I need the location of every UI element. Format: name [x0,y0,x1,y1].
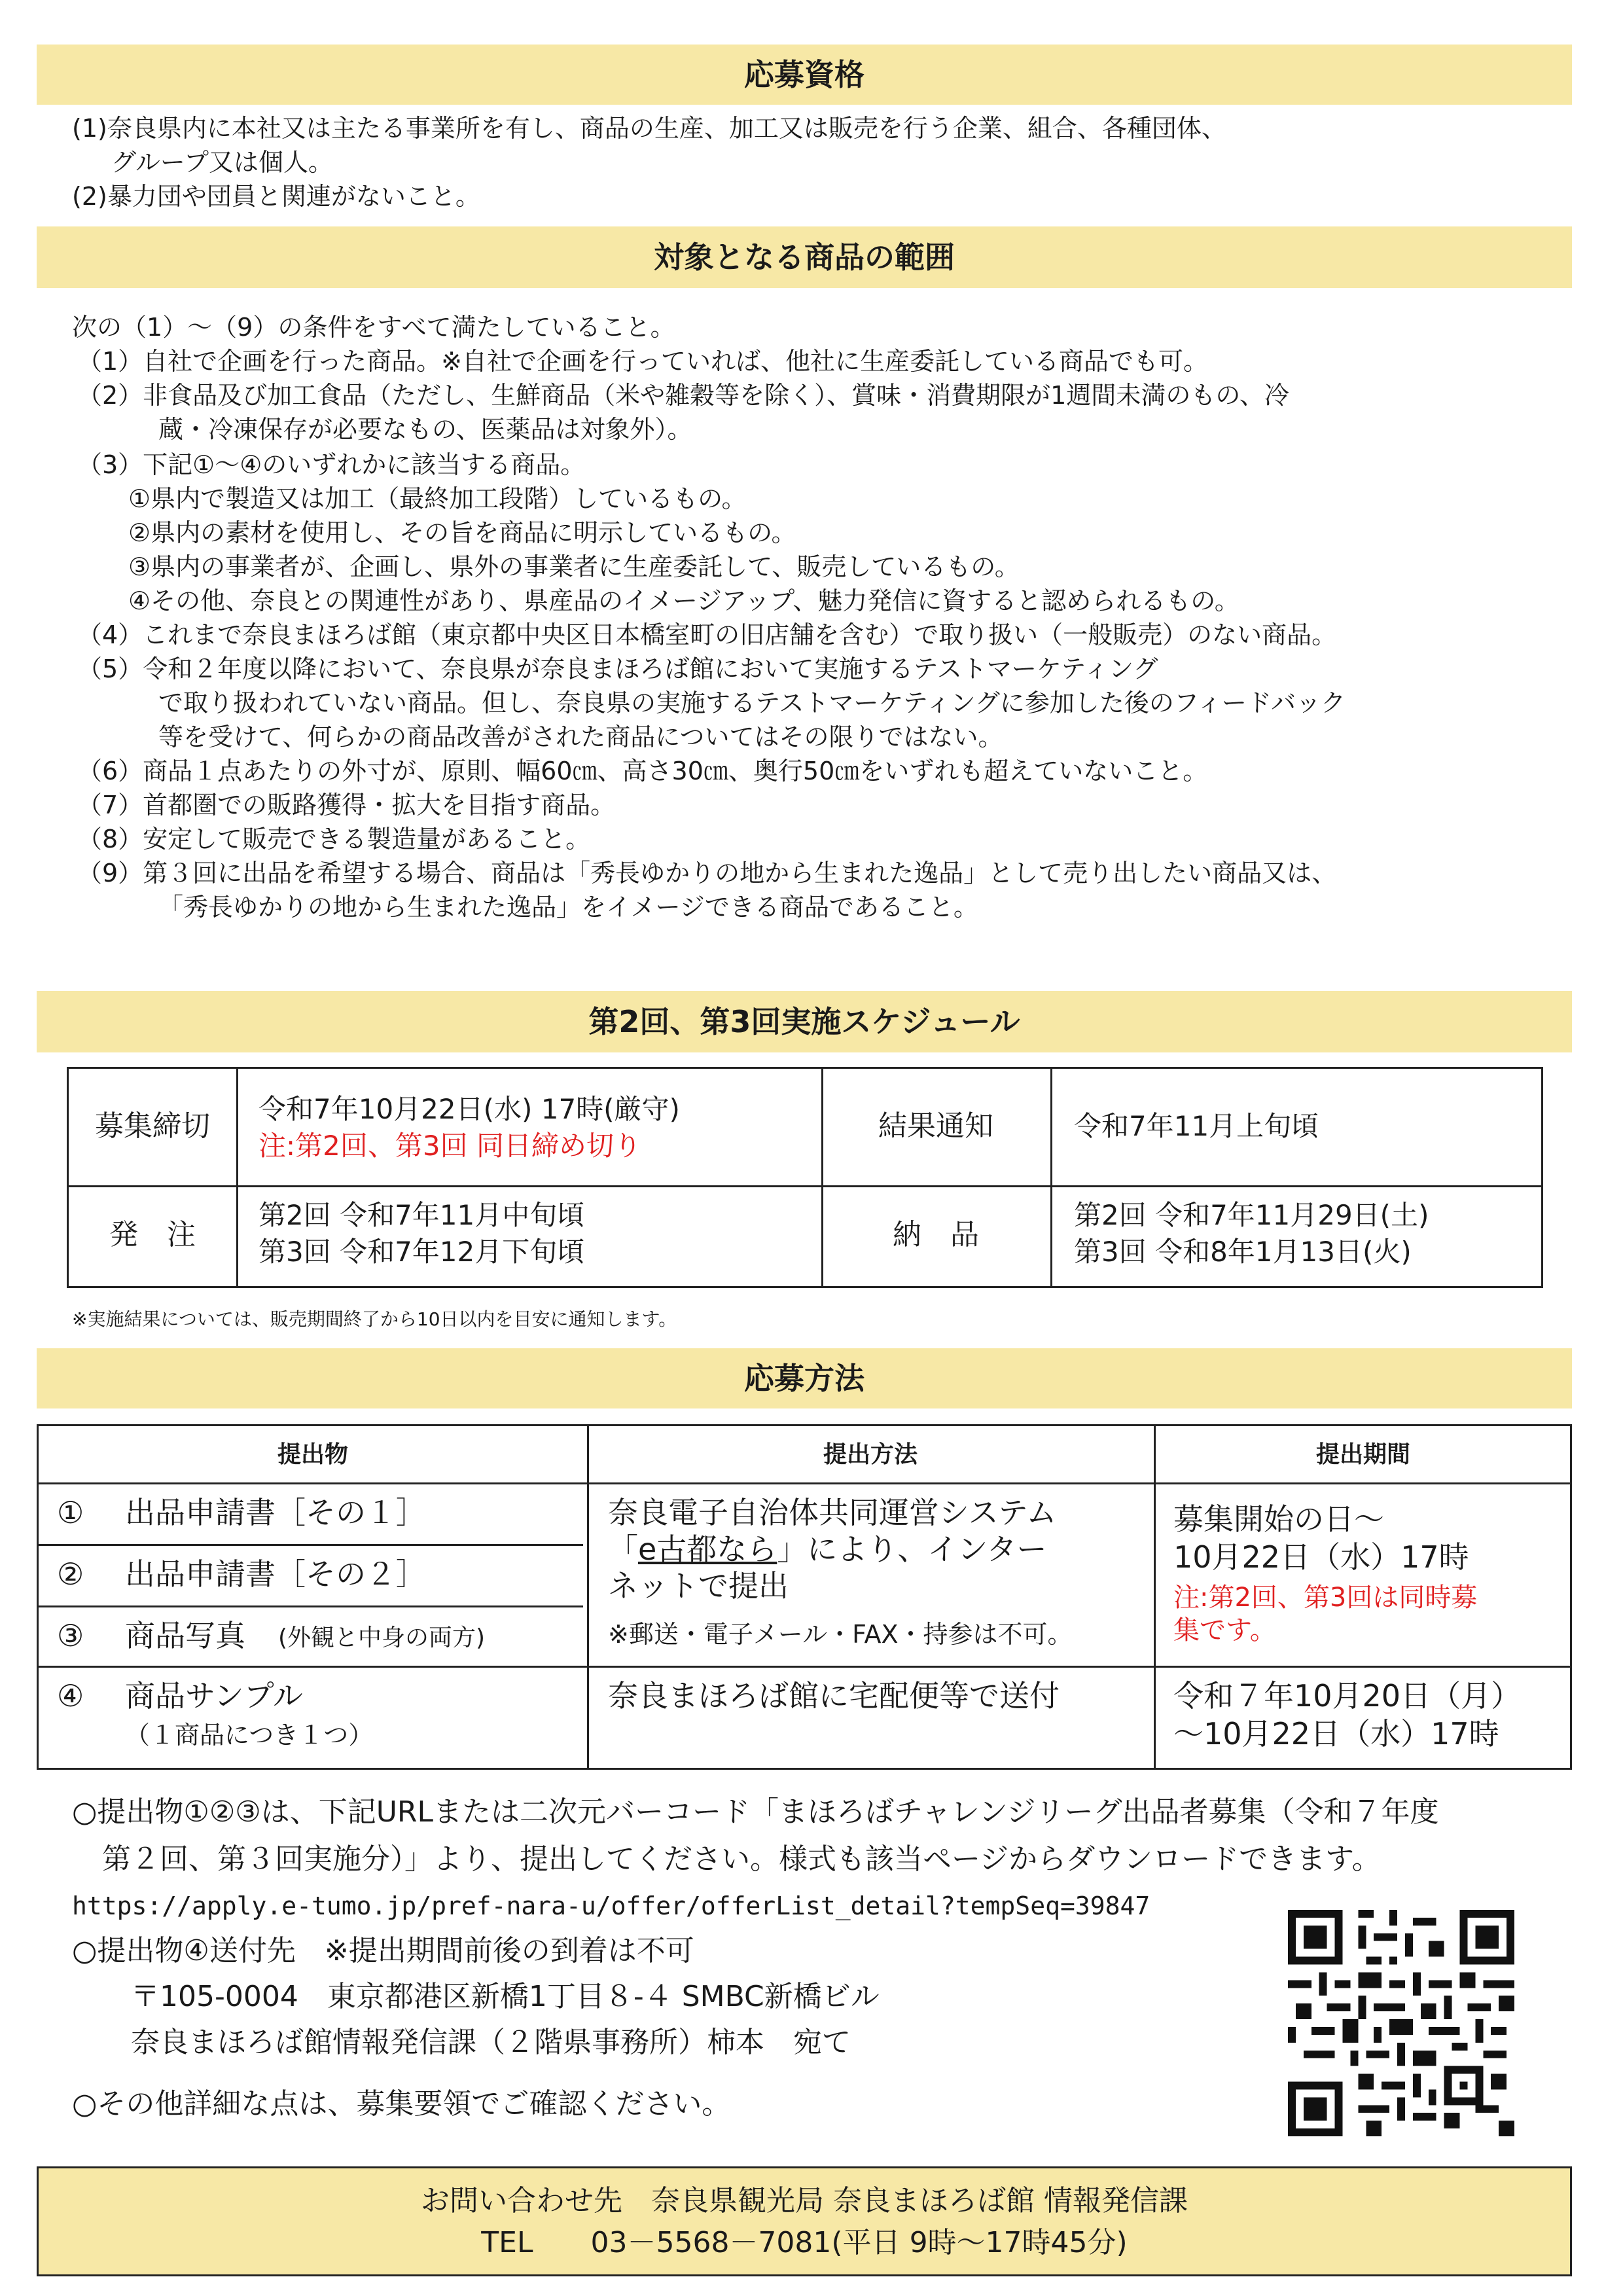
scope-line-3d: ④その他、奈良との関連性があり、県産品のイメージアップ、魅力発信に資すると認められるもの。 [128,586,1240,615]
scope-line-3: （3）下記①～④のいずれかに該当する商品。 [77,450,586,479]
item-2-label: 出品申請書［その２］ [125,1556,426,1592]
scope-line-6: （6）商品１点あたりの外寸が、原則、幅60㎝、高さ30㎝、奥行50㎝をいずれも超えていないこと。 [77,757,1208,785]
item-1-number: ① [57,1495,84,1530]
e-kotonara-link[interactable]: e古都なら [638,1532,777,1567]
item-3-sub: (外観と中身の両方) [278,1624,486,1651]
application-heading: 応募方法 [37,1348,1572,1408]
method-online-line-1: 奈良電子自治体共同運営システム [608,1495,1057,1530]
method-sample-delivery: 奈良まほろば館に宅配便等で送付 [608,1678,1060,1713]
period-docs-line-1: 募集開始の日～ [1173,1501,1384,1537]
deadline-label: 募集締切 [95,1109,210,1143]
contact-phone[interactable]: TEL 03－5568－7081(平日 9時～17時45分) [481,2226,1128,2259]
item-2-number: ② [57,1556,84,1592]
contact-box [37,2166,1572,2276]
schedule-heading: 第2回、第3回実施スケジュール [37,991,1572,1052]
qr-code-icon[interactable] [1288,1910,1514,2136]
scope-line-3a: ①県内で製造又は加工（最終加工段階）しているもの。 [128,484,747,513]
schedule-table [67,1067,1543,1288]
item-4-label: 商品サンプル [125,1678,303,1713]
send-to-address: 〒105-0004 東京都港区新橋1丁目８-４ SMBC新橋ビル [131,1980,880,2013]
result-value: 令和7年11月上旬頃 [1074,1110,1319,1142]
scope-line-intro: 次の（1）～（9）の条件をすべて満たしていること。 [72,313,675,342]
eligibility-heading: 応募資格 [37,45,1572,105]
scope-line-9b: 「秀長ゆかりの地から生まれた逸品」をイメージできる商品であること。 [158,893,978,922]
scope-heading: 対象となる商品の範囲 [37,226,1572,288]
item-3-number: ③ [57,1618,84,1653]
send-to-heading: ○提出物④送付先 ※提出期間前後の到着は不可 [72,1934,694,1967]
delivery-line-2: 第3回 令和8年1月13日(火) [1074,1236,1412,1268]
scope-line-2b: 蔵・冷凍保存が必要なもの、医薬品は対象外）。 [158,415,692,444]
scope-line-5b: で取り扱われていない商品。但し、奈良県の実施するテストマーケティングに参加した後のフィードバック [158,689,1346,717]
application-table [37,1424,1572,1770]
col-header-method: 提出方法 [823,1441,918,1468]
period-sample-line-1: 令和７年10月20日（月） [1173,1678,1522,1713]
method-online-line-3: ネットで提出 [608,1568,789,1604]
info-line-1: ○提出物①②③は、下記URLまたは二次元バーコード「まほろばチャレンジリーグ出品者募集（令和７年度 [72,1795,1439,1829]
col-header-period: 提出期間 [1315,1441,1410,1468]
item-1-label: 出品申請書［その１］ [125,1495,426,1530]
item-4-number: ④ [57,1678,84,1713]
period-docs-line-2: 10月22日（水）17時 [1173,1539,1469,1575]
period-docs-note-1: 注:第2回、第3回は同時募 [1173,1583,1478,1613]
deadline-value: 令和7年10月22日(水) 17時(厳守) [259,1093,680,1125]
scope-line-5: （5）令和２年度以降において、奈良県が奈良まほろば館において実施するテストマーケティング [77,655,1158,683]
eligibility-line-1: (1)奈良県内に本社又は主たる事業所を有し、商品の生産、加工又は販売を行う企業、組合、各種団体、 [72,114,1226,143]
order-label: 発 注 [109,1218,196,1251]
item-4-sub: （１商品につき１つ） [125,1721,374,1749]
method-online-note: ※郵送・電子メール・FAX・持参は不可。 [608,1620,1073,1649]
scope-line-8: （8）安定して販売できる製造量があること。 [77,825,591,853]
send-to-recipient: 奈良まほろば館情報発信課（２階県事務所）柿本 宛て [131,2026,851,2059]
scope-line-5c: 等を受けて、何らかの商品改善がされた商品についてはその限りではない。 [158,723,1003,751]
submission-url[interactable]: https://apply.e-tumo.jp/pref-nara-u/offer/offerList_detail?tempSeq=39847 [72,1892,1150,1920]
order-line-1: 第2回 令和7年11月中旬頃 [259,1199,585,1231]
period-sample-line-2: ～10月22日（水）17時 [1173,1716,1499,1751]
scope-line-3b: ②県内の素材を使用し、その旨を商品に明示しているもの。 [128,518,796,547]
eligibility-line-2: グループ又は個人。 [111,148,333,177]
scope-line-2: （2）非食品及び加工食品（ただし、生鮮商品（米や雑穀等を除く）、賞味・消費期限が1週間未満のもの、冷 [77,381,1289,410]
item-3-label: 商品写真 [125,1618,245,1653]
delivery-label: 納 品 [893,1218,979,1251]
order-line-2: 第3回 令和7年12月下旬頃 [259,1236,585,1268]
eligibility-line-3: (2)暴力団や団員と関連がないこと。 [72,182,480,211]
scope-line-1: （1）自社で企画を行った商品。※自社で企画を行っていれば、他社に生産委託している商品でも可。 [77,347,1209,376]
contact-line-1: お問い合わせ先 奈良県観光局 奈良まほろば館 情報発信課 [421,2184,1188,2217]
deadline-note: 注:第2回、第3回 同日締め切り [259,1130,641,1162]
info-line-2: 第２回、第３回実施分）」より、提出してください。様式も該当ページからダウンロードできます。 [102,1842,1381,1876]
scope-line-7: （7）首都圏での販路獲得・拡大を目指す商品。 [77,791,616,819]
scope-line-4: （4）これまで奈良まほろば館（東京都中央区日本橋室町の旧店舗を含む）で取り扱い（一般販売）のない商品。 [77,620,1337,649]
result-label: 結果通知 [878,1109,993,1143]
scope-line-9: （9）第３回に出品を希望する場合、商品は「秀長ゆかりの地から生まれた逸品」として売り出したい商品又は、 [77,859,1337,888]
period-docs-note-2: 集です。 [1173,1615,1276,1645]
other-details: ○その他詳細な点は、募集要領でご確認ください。 [72,2087,731,2121]
schedule-footnote: ※実施結果については、販売期間終了から10日以内を目安に通知します。 [72,1308,677,1330]
scope-line-3c: ③県内の事業者が、企画し、県外の事業者に生産委託して、販売しているもの。 [128,552,1020,581]
delivery-line-1: 第2回 令和7年11月29日(土) [1074,1199,1429,1231]
col-header-items: 提出物 [277,1441,348,1468]
method-online-line-2: 「e古都なら」により、インター [608,1532,1047,1567]
